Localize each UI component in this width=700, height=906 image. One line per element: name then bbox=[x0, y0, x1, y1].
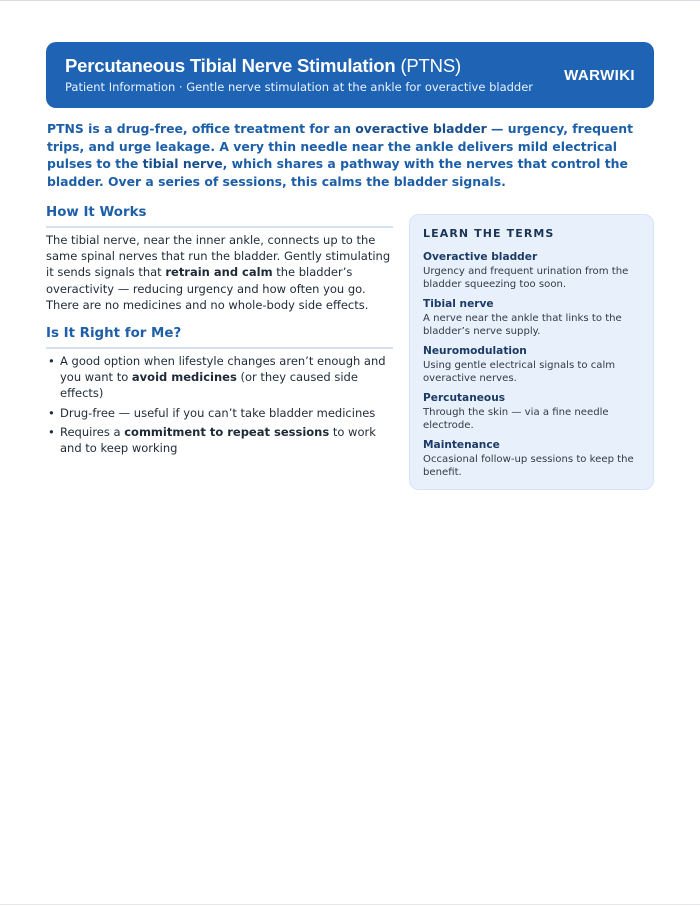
eligibility-list bbox=[46, 353, 391, 459]
glossary-item bbox=[423, 250, 643, 292]
brand-logo: WARWIKI bbox=[564, 67, 635, 84]
list-item-text: (or they caused side effects) bbox=[60, 370, 358, 401]
glossary-definition: A nerve near the ankle that links to the bladder’s nerve supply. bbox=[423, 313, 622, 338]
glossary-item bbox=[423, 438, 643, 480]
glossary-box bbox=[409, 214, 654, 490]
glossary-term: Neuromodulation bbox=[423, 345, 527, 357]
intro-text: — urgency, frequent trips, and urge leakage. A very thin needle near the ankle delivers mild electrical pulses to the bbox=[47, 121, 634, 171]
list-item-emphasis: commitment to repeat sessions bbox=[124, 424, 330, 439]
intro-text: PTNS is a drug-free, office treatment for an bbox=[47, 121, 356, 136]
glossary-term: Tibial nerve bbox=[423, 298, 494, 310]
title-main: Percutaneous Tibial Nerve Stimulation bbox=[65, 55, 396, 76]
how-it-works-paragraph bbox=[46, 232, 391, 313]
glossary-item bbox=[423, 391, 643, 433]
list-item-text: A good option when lifestyle changes aren’t enough and you want to bbox=[60, 354, 386, 385]
page-title bbox=[65, 55, 461, 77]
bottom-divider bbox=[0, 904, 700, 905]
intro-text: , which shares a pathway with the nerves that control the bladder. Over a series of sessions, this calms the bladder signals. bbox=[47, 156, 628, 189]
intro-paragraph bbox=[47, 120, 653, 190]
glossary-term: Percutaneous bbox=[423, 392, 506, 404]
glossary-heading: LEARN THE TERMS bbox=[423, 227, 555, 240]
intro-emphasis: overactive bladder bbox=[355, 121, 487, 136]
glossary-term: Overactive bladder bbox=[423, 251, 538, 263]
glossary-item bbox=[423, 297, 643, 339]
body-text: The tibial nerve, near the inner ankle, connects up to the same spinal nerves that run the bladder. Gently stimulating it sends signals that bbox=[46, 233, 391, 280]
section-title-how-it-works: How It Works bbox=[46, 205, 393, 228]
body-emphasis: retrain and calm bbox=[165, 265, 273, 280]
intro-emphasis: tibial nerve bbox=[142, 156, 223, 171]
section-title-right-for-me: Is It Right for Me? bbox=[46, 326, 393, 349]
glossary-definition: Urgency and frequent urination from the bladder squeezing too soon. bbox=[423, 266, 629, 291]
top-divider bbox=[0, 0, 700, 1]
glossary-item bbox=[423, 344, 643, 386]
glossary-term: Maintenance bbox=[423, 439, 500, 451]
glossary-definition: Through the skin — via a fine needle electrode. bbox=[423, 407, 609, 432]
list-item-text: Drug-free — useful if you can’t take bladder medicines bbox=[60, 405, 376, 420]
list-item-text: to work and to keep working bbox=[60, 424, 376, 456]
list-item bbox=[46, 405, 391, 421]
glossary-definition: Using gentle electrical signals to calm overactive nerves. bbox=[423, 360, 616, 385]
list-item bbox=[46, 353, 391, 402]
glossary-definition: Occasional follow-up sessions to keep the benefit. bbox=[423, 454, 634, 479]
title-abbreviation: (PTNS) bbox=[400, 55, 461, 76]
list-item bbox=[46, 424, 391, 456]
body-text: the bladder’s overactivity — reducing urgency and how often you go. There are no medicines and no whole-body side effects. bbox=[46, 265, 369, 312]
list-item-text: Requires a bbox=[60, 424, 125, 439]
list-item-emphasis: avoid medicines bbox=[131, 370, 237, 385]
page-subtitle: Patient Information · Gentle nerve stimulation at the ankle for overactive bladder bbox=[65, 80, 534, 94]
page-header bbox=[46, 42, 654, 108]
